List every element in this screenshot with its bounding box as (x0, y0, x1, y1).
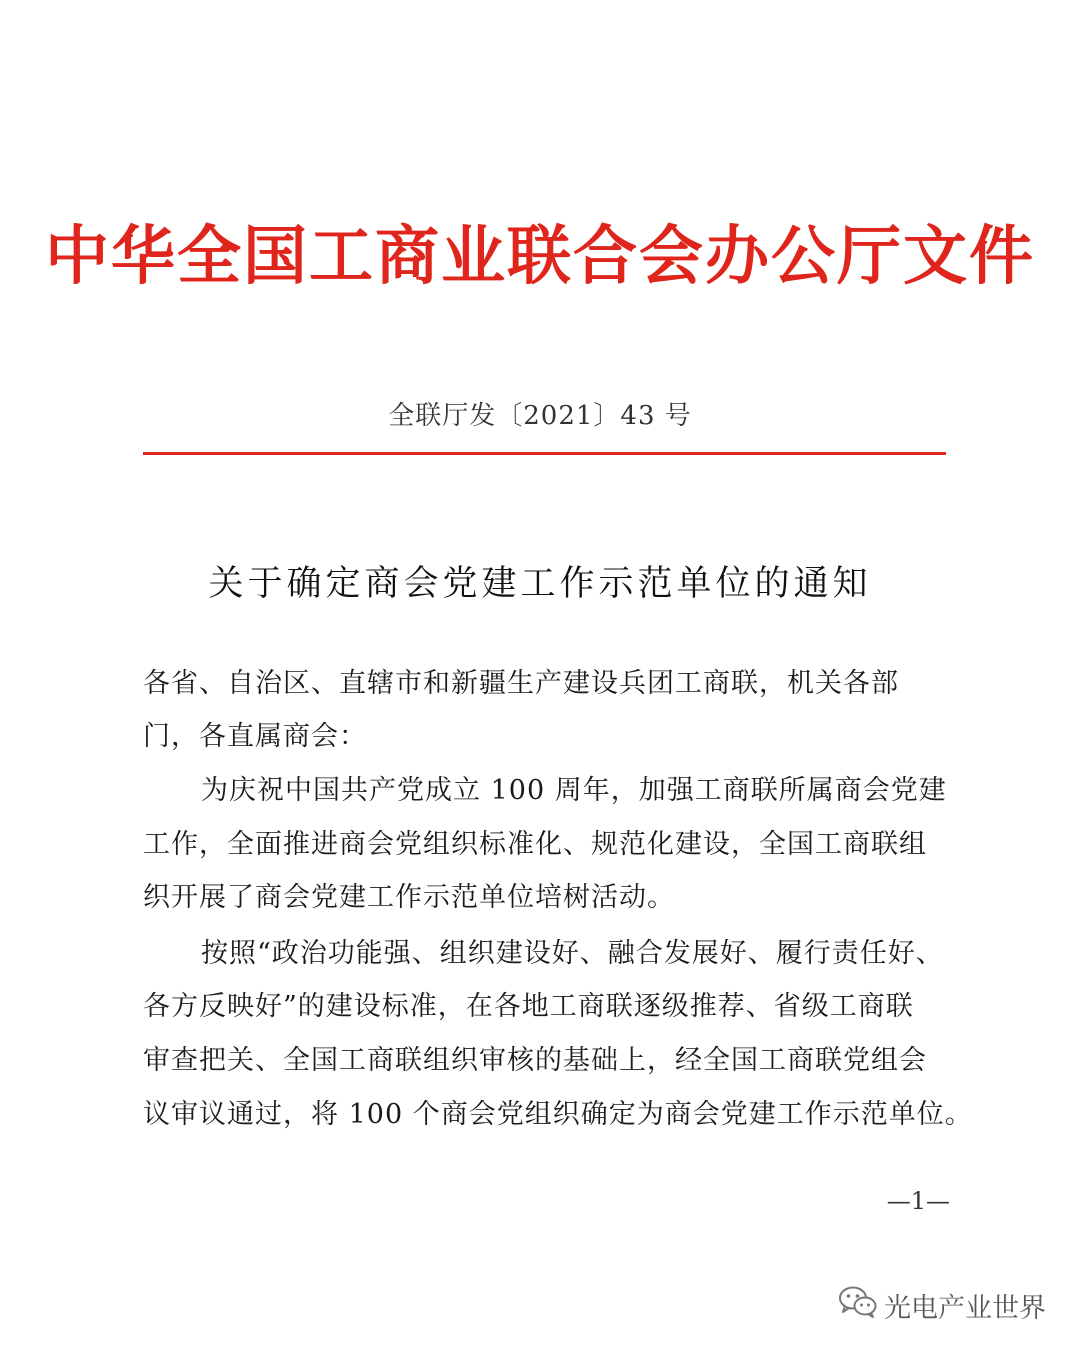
red-divider-line (143, 452, 946, 455)
body-line: 工作，全面推进商会党组织标准化、规范化建设，全国工商联组 (143, 829, 927, 860)
page-number: —1— (886, 1187, 950, 1215)
body-line: 按照“政治功能强、组织建设好、融合发展好、履行责任好、 (201, 938, 944, 969)
wechat-icon (838, 1285, 884, 1326)
document-number: 全联厅发〔2021〕43 号 (388, 401, 692, 431)
body-line: 议审议通过，将 100 个商会党组织确定为商会党建工作示范单位。 (143, 1099, 973, 1130)
document-header-title: 中华全国工商业联合会办公厅文件 (45, 220, 1035, 294)
body-line: 门，各直属商会： (143, 721, 367, 752)
body-line: 各方反映好”的建设标准，在各地工商联逐级推荐、省级工商联 (143, 991, 914, 1022)
body-line: 织开展了商会党建工作示范单位培树活动。 (143, 882, 675, 913)
watermark-text: 光电产业世界 (884, 1292, 1046, 1324)
body-line: 审查把关、全国工商联组织审核的基础上，经全国工商联党组会 (143, 1045, 927, 1076)
body-line: 各省、自治区、直辖市和新疆生产建设兵团工商联，机关各部 (143, 668, 899, 699)
notice-title: 关于确定商会党建工作示范单位的通知 (208, 564, 872, 604)
wechat-watermark (838, 1283, 1046, 1327)
body-line: 为庆祝中国共产党成立 100 周年，加强工商联所属商会党建 (201, 775, 947, 806)
